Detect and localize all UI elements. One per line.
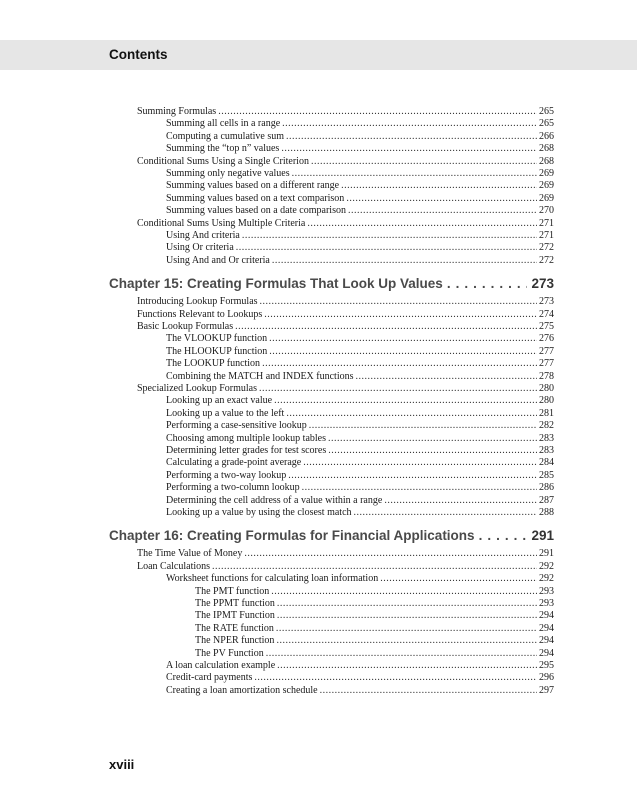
toc-entry-title: Using Or criteria [166, 242, 234, 254]
toc-entry-page: 280 [539, 383, 554, 394]
toc-entry-title: Summing the “top n” values [166, 143, 280, 155]
toc-entry-title: Specialized Lookup Formulas [137, 383, 257, 394]
toc-entry-title: Creating a loan amortization schedule [166, 684, 318, 696]
toc-entry-title: Using And and Or criteria [166, 254, 270, 266]
toc-entry-page: 270 [539, 205, 554, 217]
toc-entry-title: Chapter 16: Creating Formulas for Financial Applications [109, 528, 475, 544]
dot-leader [286, 408, 537, 420]
toc-entry [166, 242, 554, 254]
toc-entry-title: Credit-card payments [166, 672, 253, 684]
toc-entry-page: 296 [539, 672, 554, 684]
toc-entry-page: 273 [531, 276, 554, 292]
toc-entry-title: The RATE function [195, 622, 274, 634]
toc-entry [137, 218, 554, 230]
toc-entry-page: 269 [539, 192, 554, 204]
toc-entry-title: Summing values based on a text comparison [166, 192, 345, 204]
running-header-title: Contents [109, 47, 168, 62]
toc-entry [137, 321, 554, 333]
toc-entry-page: 291 [531, 528, 554, 544]
toc-entry [166, 205, 554, 217]
dot-leader [292, 168, 537, 180]
toc-entry-title: Determining letter grades for test scores [166, 445, 327, 456]
dot-leader [282, 118, 537, 130]
toc-entry-title: Calculating a grade-point average [166, 457, 302, 469]
toc-entry-page: 273 [539, 296, 554, 308]
toc-entry-page: 285 [539, 469, 554, 481]
toc-entry-page: 265 [539, 118, 554, 130]
toc-entry-title: The NPER function [195, 635, 275, 647]
toc-entry-page: 288 [539, 507, 554, 518]
toc-entry-page: 282 [539, 420, 554, 432]
toc-entry-title: Performing a case-sensitive lookup [166, 420, 307, 432]
toc-entry-title: The PMT function [195, 585, 270, 597]
toc-entry-page: 284 [539, 457, 554, 469]
toc-entry-page: 274 [539, 308, 554, 320]
dot-leader [384, 495, 537, 507]
dot-leader [277, 660, 537, 672]
dot-leader [218, 106, 537, 118]
toc-entry-page: 286 [539, 482, 554, 494]
toc-entry-page: 297 [539, 684, 554, 696]
toc-entry-page: 291 [539, 548, 554, 560]
toc-entry-page: 265 [539, 106, 554, 117]
toc-entry-page: 268 [539, 143, 554, 155]
toc-entry-title: Summing only negative values [166, 168, 290, 179]
toc-entry-page: 283 [539, 432, 554, 444]
toc-entry-title: Looking up an exact value [166, 395, 273, 407]
toc-entry-title: Conditional Sums Using a Single Criterion [137, 155, 309, 167]
header-band [0, 40, 637, 70]
toc-entry [166, 507, 554, 519]
dot-leader [341, 180, 537, 192]
toc-entry-page: 278 [539, 370, 554, 382]
toc-entry-title: The Time Value of Money [137, 548, 243, 560]
toc-entry [166, 371, 554, 383]
toc-entry [166, 358, 554, 370]
dot-leader [348, 205, 537, 217]
toc-entry-page: 272 [539, 254, 554, 266]
dot-leader [320, 685, 537, 697]
dot-leader [328, 445, 537, 457]
toc-entry [166, 420, 554, 432]
dot-leader [302, 482, 537, 494]
toc-entry-title: Functions Relevant to Lookups [137, 308, 263, 320]
toc-entry [166, 131, 554, 143]
dot-leader [346, 193, 537, 205]
toc-entry-page: 269 [539, 168, 554, 179]
toc-entry [137, 383, 554, 395]
toc-entry [166, 457, 554, 469]
toc-entry [195, 598, 554, 610]
toc-entry-page: 271 [539, 217, 554, 229]
toc-entry [166, 482, 554, 494]
toc-entry [166, 395, 554, 407]
toc-entry-page: 281 [539, 407, 554, 419]
toc-entry [137, 156, 554, 168]
dot-leader [309, 420, 537, 432]
toc-entry [195, 610, 554, 622]
toc-entry-page: 283 [539, 445, 554, 456]
toc-entry [137, 296, 554, 308]
dot-leader [311, 156, 537, 168]
toc-entry-page: 294 [539, 647, 554, 659]
page-number: xviii [109, 757, 135, 772]
dot-leader [276, 623, 537, 635]
dot-leader [447, 276, 528, 292]
dot-leader [264, 309, 537, 321]
toc-chapter-heading [109, 528, 554, 544]
toc-entry-title: Summing values based on a different range [166, 180, 340, 192]
dot-leader [272, 255, 537, 267]
toc-entry [166, 255, 554, 267]
toc-entry [166, 495, 554, 507]
toc-entry-title: Looking up a value by using the closest match [166, 507, 352, 518]
toc-entry [195, 648, 554, 660]
dot-leader [259, 383, 537, 395]
toc-chapter-heading [109, 276, 554, 292]
toc-entry-page: 293 [539, 585, 554, 597]
dot-leader [244, 548, 537, 560]
toc-entry [166, 672, 554, 684]
dot-leader [274, 395, 537, 407]
toc-entry-page: 268 [539, 155, 554, 167]
toc-entry-page: 293 [539, 598, 554, 609]
dot-leader [277, 598, 537, 610]
toc-entry-title: The IPMT Function [195, 610, 275, 622]
dot-leader [242, 230, 537, 242]
dot-leader [235, 321, 537, 333]
toc-entry-title: Performing a two-column lookup [166, 482, 300, 494]
toc-entry-page: 271 [539, 230, 554, 241]
toc-entry-page: 295 [539, 660, 554, 671]
toc-entry-title: Summing values based on a date comparison [166, 205, 346, 217]
toc-entry [195, 623, 554, 635]
toc-entry-title: Using And criteria [166, 230, 240, 241]
toc-entry-page: 294 [539, 610, 554, 622]
dot-leader [262, 358, 537, 370]
toc-entry [166, 346, 554, 358]
toc-entry [166, 180, 554, 192]
toc-entry-title: Looking up a value to the left [166, 407, 285, 419]
dot-leader [236, 242, 537, 254]
toc-entry-page: 266 [539, 130, 554, 142]
toc-entry [166, 433, 554, 445]
toc-entry-title: Conditional Sums Using Multiple Criteria [137, 217, 306, 229]
toc-entry [166, 168, 554, 180]
toc-entry-page: 294 [539, 635, 554, 647]
dot-leader [260, 296, 537, 308]
dot-leader [356, 371, 538, 383]
toc-entry [166, 685, 554, 697]
toc-entry [166, 573, 554, 585]
toc-entry-page: 275 [539, 321, 554, 332]
toc-entry [166, 408, 554, 420]
toc-entry-title: Loan Calculations [137, 560, 211, 572]
toc-entry [166, 660, 554, 672]
toc-entry [137, 548, 554, 560]
toc-entry [137, 106, 554, 118]
dot-leader [354, 507, 537, 519]
toc-entry-title: Summing all cells in a range [166, 118, 281, 130]
toc-entry-page: 280 [539, 395, 554, 407]
toc-entry-page: 269 [539, 180, 554, 192]
toc-entry-title: Choosing among multiple lookup tables [166, 432, 326, 444]
toc-entry-title: Chapter 15: Creating Formulas That Look Up Values [109, 276, 443, 292]
toc-entry [166, 230, 554, 242]
dot-leader [276, 635, 537, 647]
toc-entry [195, 586, 554, 598]
toc-entry-title: Computing a cumulative sum [166, 130, 285, 142]
dot-leader [281, 143, 537, 155]
toc-entry [166, 333, 554, 345]
toc-entry-page: 276 [539, 333, 554, 345]
toc-entry-title: Combining the MATCH and INDEX functions [166, 370, 354, 382]
toc-entry [137, 561, 554, 573]
toc-entry [195, 635, 554, 647]
dot-leader [288, 470, 537, 482]
dot-leader [380, 573, 537, 585]
toc-entry-title: The HLOOKUP function [166, 345, 268, 357]
dot-leader [212, 561, 537, 573]
toc-entry-title: The PV Function [195, 647, 264, 659]
toc-entry [137, 309, 554, 321]
toc-entry-title: Determining the cell address of a value within a range [166, 494, 383, 506]
dot-leader [307, 218, 537, 230]
dot-leader [479, 528, 528, 544]
dot-leader [277, 610, 537, 622]
toc-entry-title: The LOOKUP function [166, 358, 261, 370]
toc-entry-page: 292 [539, 573, 554, 585]
dot-leader [254, 672, 537, 684]
toc-entry [166, 193, 554, 205]
toc-entry-title: Summing Formulas [137, 106, 217, 117]
toc-entry-title: Basic Lookup Formulas [137, 321, 234, 332]
dot-leader [271, 586, 537, 598]
toc-entry-title: Performing a two-way lookup [166, 469, 287, 481]
toc-entry-title: A loan calculation example [166, 660, 276, 671]
dot-leader [269, 333, 537, 345]
toc-entry-title: The PPMT function [195, 598, 275, 609]
dot-leader [266, 648, 537, 660]
dot-leader [328, 433, 537, 445]
dot-leader [303, 457, 537, 469]
toc-entry-page: 292 [539, 560, 554, 572]
toc-entry-title: Introducing Lookup Formulas [137, 296, 258, 308]
toc-entry [166, 143, 554, 155]
toc-entry-page: 272 [539, 242, 554, 254]
toc-entry [166, 445, 554, 457]
toc-entry-page: 294 [539, 622, 554, 634]
toc-entry-title: The VLOOKUP function [166, 333, 268, 345]
dot-leader [269, 346, 537, 358]
toc-entry-page: 277 [539, 345, 554, 357]
toc-entry-title: Worksheet functions for calculating loan information [166, 573, 379, 585]
toc-entry [166, 470, 554, 482]
toc-entry [166, 118, 554, 130]
toc-entry-page: 287 [539, 494, 554, 506]
dot-leader [286, 131, 537, 143]
toc-entry-page: 277 [539, 358, 554, 370]
